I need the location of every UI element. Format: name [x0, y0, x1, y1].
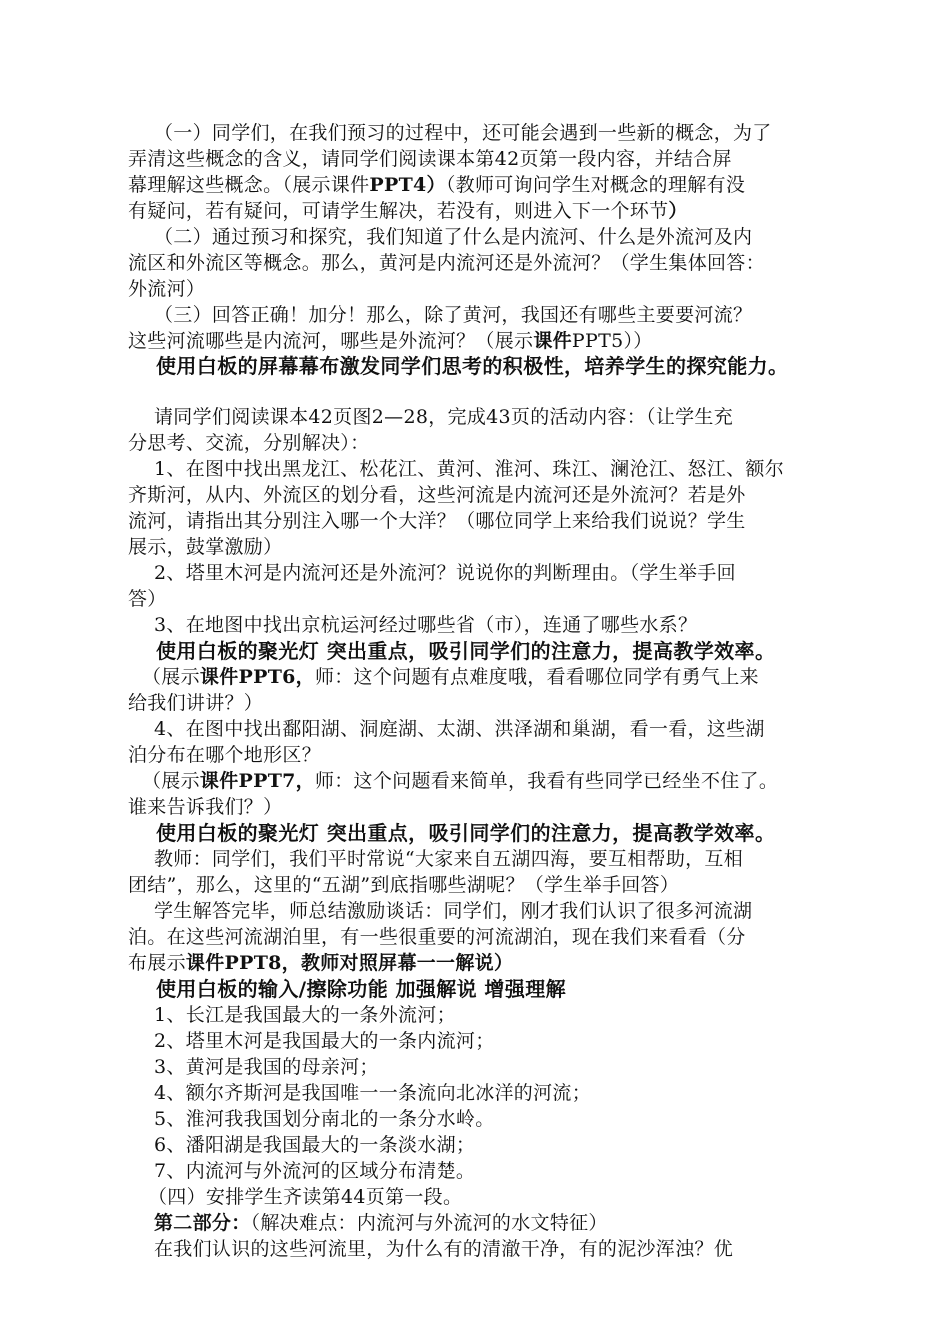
courseware-label: 课件	[533, 330, 572, 352]
emphasis-spotlight-2	[156, 820, 775, 846]
list-item	[154, 1002, 456, 1028]
list-item	[154, 1132, 475, 1158]
summary-line2-text: 泊。在这些河流湖泊里，有一些很重要的河流湖泊，现在我们来看看（分	[128, 926, 746, 948]
list-item-text: 4、额尔齐斯河是我国唯一一条流向北冰洋的河流；	[154, 1082, 591, 1104]
part2-heading	[154, 1210, 608, 1236]
q1-line2-text: 齐斯河，从内、外流区的划分看，这些河流是内流河还是外流河？若是外	[128, 484, 746, 506]
courseware-label: 课件	[199, 666, 239, 688]
show7-line1-text: 师：这个问题看来简单，我看有些同学已经坐不住了。	[314, 770, 779, 792]
p5-text: （四）安排学生齐读第44页第一段。	[148, 1186, 463, 1208]
p3-line2	[128, 328, 653, 354]
ppt8-ref: PPT8，教师对照屏幕一一解说）	[224, 952, 514, 974]
courseware-label: 课件	[199, 770, 239, 792]
p1-line1-text: （一）同学们，在我们预习的过程中，还可能会遇到一些新的概念，为了	[154, 122, 772, 144]
q4-line2	[128, 742, 321, 768]
p4-line2-text: 分思考、交流，分别解决）：	[128, 432, 370, 454]
emphasis-screen-curtain-text: 使用白板的屏幕幕布激发同学们思考的积极性，培养学生的探究能力。	[156, 354, 789, 378]
q1-line1	[154, 456, 784, 482]
p4-line1-text: 请同学们阅读课本42页图2—28，完成43页的活动内容：（让学生充	[154, 406, 734, 428]
p2-line2	[128, 250, 765, 276]
list-item	[154, 1054, 379, 1080]
show7-line1	[142, 768, 778, 794]
p2-line2-text: 流区和外流区等概念。那么，黄河是内流河还是外流河？（学生集体回答：	[128, 252, 765, 274]
p1-line3-note: （教师可询问学生对概念的理解有没	[445, 174, 746, 196]
last-line	[154, 1236, 733, 1262]
list-item-text: 7、内流河与外流河的区域分布清楚。	[154, 1160, 476, 1182]
ppt7-ref: PPT7，	[238, 770, 315, 792]
emphasis-spotlight-1	[156, 638, 775, 664]
teacher-line2-text: 团结”，那么，这里的“五湖”到底指哪些湖呢？（学生举手回答）	[128, 874, 680, 896]
p1-line4-text: 有疑问，若有疑问，可请学生解决，若没有，则进入下一个环节	[128, 200, 669, 222]
emphasis-input-erase	[156, 976, 566, 1002]
q1-line1-text: 1、在图中找出黑龙江、松花江、黄河、淮河、珠江、澜沧江、怒江、额尔	[154, 458, 784, 480]
list-item-text: 1、长江是我国最大的一条外流河；	[154, 1004, 456, 1026]
list-item	[154, 1028, 495, 1054]
part2-label: 第二部分：	[154, 1212, 251, 1234]
part2-text: （解决难点：内流河与外流河的水文特征）	[250, 1212, 608, 1234]
show6-line1-text: 师：这个问题有点难度哦，看看哪位同学有勇气上来	[314, 666, 759, 688]
emphasis-spotlight-1-text: 使用白板的聚光灯 突出重点，吸引同学们的注意力，提高教学效率。	[156, 639, 776, 663]
q3-line	[154, 612, 697, 638]
p2-line3-text: 外流河）	[128, 278, 206, 300]
q4-line1	[154, 716, 765, 742]
p1-line4-close: ）	[668, 200, 688, 222]
show6-open: （展示	[142, 666, 200, 688]
p3-line1	[154, 302, 752, 328]
summary-line3-text: 布展示	[128, 952, 186, 974]
list-item	[154, 1158, 475, 1184]
p3-line2-text: 这些河流哪些是内流河，哪些是外流河？（展示	[128, 330, 534, 352]
q2-line1-text: 2、塔里木河是内流河还是外流河？说说你的判断理由。（学生举手回	[154, 562, 736, 584]
p1-line2-text: 弄清这些概念的含义，请同学们阅读课本第42页第一段内容，并结合屏	[128, 148, 732, 170]
q1-line3	[128, 508, 746, 534]
teacher-line1-text: 教师：同学们，我们平时常说“大家来自五湖四海，要互相帮助，互相	[154, 848, 744, 870]
p1-line3	[128, 172, 745, 198]
show7-open: （展示	[142, 770, 200, 792]
p1-line4	[128, 198, 688, 224]
q1-line4	[128, 534, 282, 560]
teacher-line1	[154, 846, 743, 872]
q3-text: 3、在地图中找出京杭运河经过哪些省（市），连通了哪些水系？	[154, 614, 698, 636]
emphasis-spotlight-2-text: 使用白板的聚光灯 突出重点，吸引同学们的注意力，提高教学效率。	[156, 821, 776, 845]
q1-line3-text: 流河，请指出其分别注入哪一个大洋？（哪位同学上来给我们说说？学生	[128, 510, 746, 532]
ppt6-ref: PPT6，	[238, 666, 315, 688]
list-item-text: 6、潘阳湖是我国最大的一条淡水湖；	[154, 1134, 476, 1156]
q2-line2	[128, 586, 167, 612]
q2-line2-text: 答）	[128, 588, 167, 610]
p1-line3-text: 幕理解这些概念。（展示课件	[128, 174, 370, 196]
summary-line1	[154, 898, 752, 924]
p2-line1	[154, 224, 752, 250]
teacher-line2	[128, 872, 679, 898]
p4-line2	[128, 430, 369, 456]
p2-line1-text: （二）通过预习和探究，我们知道了什么是内流河、什么是外流河及内	[154, 226, 753, 248]
show7-line2-text: 谁来告诉我们？）	[128, 796, 283, 818]
summary-line2	[128, 924, 746, 950]
p1-line2	[128, 146, 732, 172]
p2-line3	[128, 276, 205, 302]
q4-line2-text: 泊分布在哪个地形区？	[128, 744, 322, 766]
p5-line	[148, 1184, 462, 1210]
show6-line1	[142, 664, 759, 690]
ppt5-ref: PPT5））	[571, 330, 653, 352]
emphasis-screen-curtain	[156, 353, 788, 379]
q1-line2	[128, 482, 746, 508]
courseware-label: 课件	[185, 952, 225, 974]
ppt4-ref: PPT4）	[369, 174, 446, 196]
show6-line2-text: 给我们讲讲？）	[128, 692, 264, 714]
q2-line1	[154, 560, 736, 586]
emphasis-input-erase-text: 使用白板的输入/擦除功能 加强解说 增强理解	[156, 977, 567, 1001]
list-item-text: 3、黄河是我国的母亲河；	[154, 1056, 379, 1078]
p4-line1	[154, 404, 733, 430]
p1-line1	[154, 120, 772, 146]
list-item-text: 5、淮河我我国划分南北的一条分水岭。	[154, 1108, 495, 1130]
list-item	[154, 1106, 495, 1132]
p3-line1-text: （三）回答正确！加分！那么，除了黄河，我国还有哪些主要要河流？	[154, 304, 753, 326]
last-line-text: 在我们认识的这些河流里，为什么有的清澈干净，有的泥沙浑浊？优	[154, 1238, 734, 1260]
show6-line2	[128, 690, 263, 716]
list-item	[154, 1080, 591, 1106]
summary-line3	[128, 950, 513, 976]
show7-line2	[128, 794, 282, 820]
q1-line4-text: 展示，鼓掌激励）	[128, 536, 283, 558]
q4-line1-text: 4、在图中找出鄱阳湖、洞庭湖、太湖、洪泽湖和巢湖，看一看，这些湖	[154, 718, 765, 740]
list-item-text: 2、塔里木河是我国最大的一条内流河；	[154, 1030, 495, 1052]
summary-line1-text: 学生解答完毕，师总结激励谈话：同学们，刚才我们认识了很多河流湖	[154, 900, 753, 922]
